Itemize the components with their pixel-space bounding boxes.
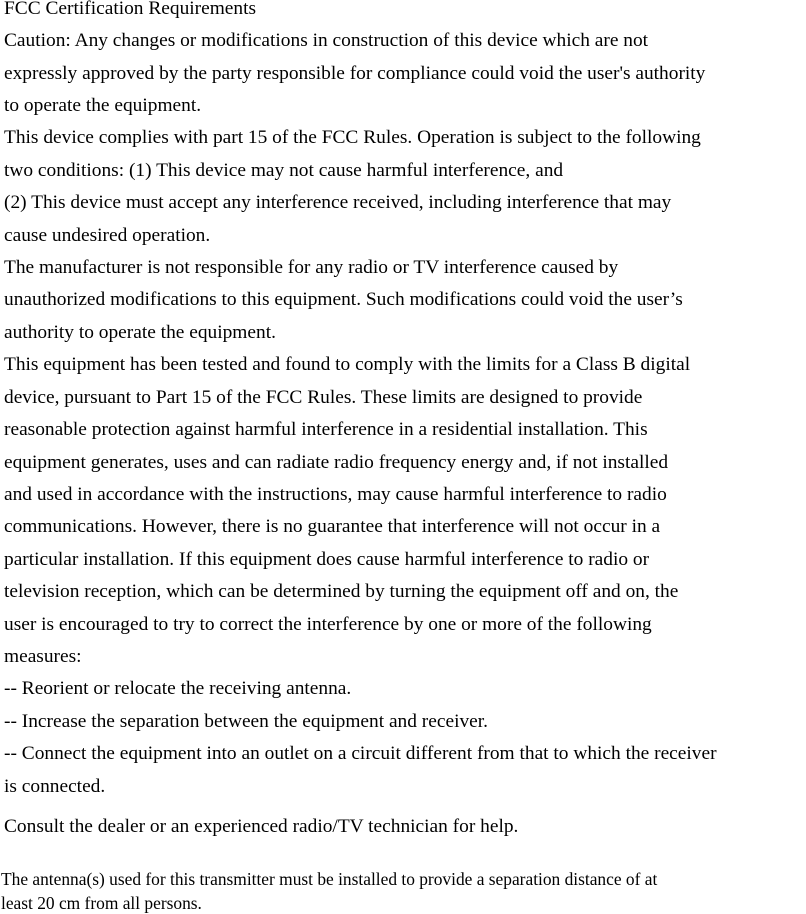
classb-line-9: user is encouraged to try to correct the interference by one or more of the following [4,614,652,635]
antenna-notice-line-1: The antenna(s) used for this transmitter must be installed to provide a separation distance of at [1,869,658,889]
measure-item-2: -- Increase the separation between the equipment and receiver. [4,711,488,732]
caution-line-3: to operate the equipment. [4,95,202,116]
compliance-line-1: This device complies with part 15 of the FCC Rules. Operation is subject to the following [4,127,701,148]
measure-item-3-cont: is connected. [4,776,106,797]
compliance-line-4: cause undesired operation. [4,225,211,246]
caution-line-1: Caution: Any changes or modifications in construction of this device which are not [4,30,649,51]
measure-item-1: -- Reorient or relocate the receiving antenna. [4,678,352,699]
compliance-line-2: two conditions: (1) This device may not cause harmful interference, and [4,160,564,181]
manufacturer-line-1: The manufacturer is not responsible for any radio or TV interference caused by [4,257,619,278]
classb-line-2: device, pursuant to Part 15 of the FCC Rules. These limits are designed to provide [4,387,643,408]
classb-line-7: particular installation. If this equipment does cause harmful interference to radio or [4,549,650,570]
classb-line-3: reasonable protection against harmful interference in a residential installation. This [4,419,648,440]
classb-line-6: communications. However, there is no guarantee that interference will not occur in a [4,516,661,537]
classb-line-5: and used in accordance with the instructions, may cause harmful interference to radio [4,484,667,505]
caution-line-2: expressly approved by the party responsible for compliance could void the user's authority [4,63,706,84]
manufacturer-line-3: authority to operate the equipment. [4,322,276,343]
antenna-notice-line-2: least 20 cm from all persons. [1,893,202,913]
classb-line-10: measures: [4,646,82,667]
document-title: FCC Certification Requirements [4,0,257,19]
classb-line-1: This equipment has been tested and found to comply with the limits for a Class B digital [4,354,691,375]
consult-line: Consult the dealer or an experienced radio/TV technician for help. [4,816,519,837]
measure-item-3: -- Connect the equipment into an outlet on a circuit different from that to which the receiver [4,743,717,764]
compliance-line-3: (2) This device must accept any interference received, including interference that may [4,192,672,213]
classb-line-8: television reception, which can be determined by turning the equipment off and on, the [4,581,679,602]
manufacturer-line-2: unauthorized modifications to this equipment. Such modifications could void the user’s [4,289,683,310]
classb-line-4: equipment generates, uses and can radiate radio frequency energy and, if not installed [4,452,669,473]
